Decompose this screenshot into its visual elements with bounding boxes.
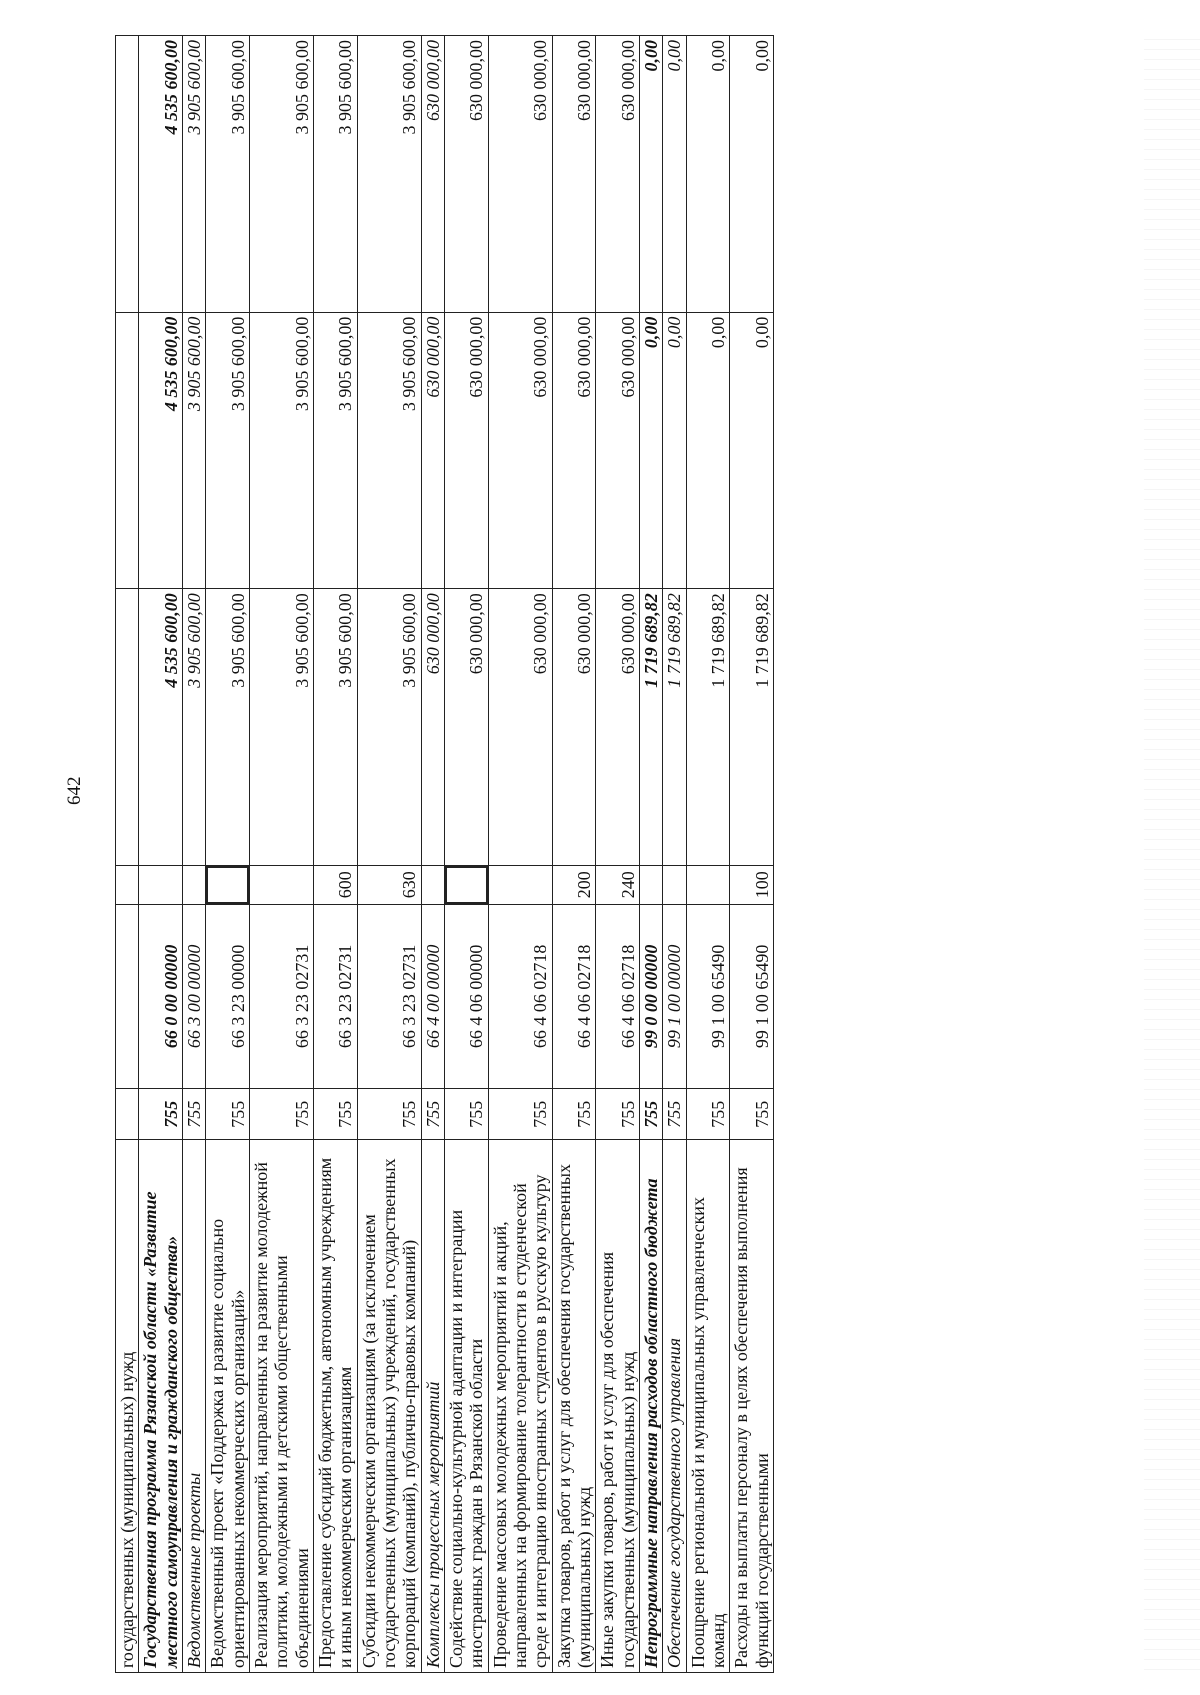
expense-type-cell: 100 — [730, 865, 774, 904]
table-row — [139, 36, 183, 1673]
ministry-code-cell: 755 — [182, 1089, 205, 1140]
expense-type-cell: 240 — [596, 865, 640, 904]
expense-type-cell — [116, 865, 139, 904]
ministry-code-cell: 755 — [139, 1089, 183, 1140]
target-article-cell: 66 3 23 02731 — [249, 904, 313, 1088]
amount-cell-2: 3 905 600,00 — [206, 312, 250, 589]
page-number: 642 — [64, 776, 85, 805]
table-row — [639, 36, 662, 1673]
expense-type-cell — [421, 865, 444, 904]
amount-cell-2: 3 905 600,00 — [249, 312, 313, 589]
amount-cell-1: 3 905 600,00 — [206, 589, 250, 866]
target-article-cell — [116, 904, 139, 1088]
amount-cell-3: 3 905 600,00 — [182, 36, 205, 313]
table-row — [116, 36, 139, 1673]
table-row — [663, 36, 686, 1673]
table-row — [730, 36, 774, 1673]
amount-cell-3: 0,00 — [686, 36, 730, 313]
amount-cell-3 — [116, 36, 139, 313]
ministry-code-cell: 755 — [357, 1089, 421, 1140]
amount-cell-3: 630 000,00 — [596, 36, 640, 313]
amount-cell-1: 3 905 600,00 — [357, 589, 421, 866]
expense-type-cell — [182, 865, 205, 904]
target-article-cell: 66 4 06 00000 — [444, 904, 488, 1088]
scan-edge-noise — [1144, 30, 1200, 1670]
amount-cell-2: 630 000,00 — [421, 312, 444, 589]
amount-cell-3: 3 905 600,00 — [249, 36, 313, 313]
expense-name-cell: Непрограммные направления расходов областного бюджета — [639, 1140, 662, 1673]
amount-cell-1: 4 535 600,00 — [139, 589, 183, 866]
table-row — [686, 36, 730, 1673]
target-article-cell: 66 0 00 00000 — [139, 904, 183, 1088]
ministry-code-cell: 755 — [313, 1089, 357, 1140]
table-row — [357, 36, 421, 1673]
target-article-cell: 66 4 06 02718 — [596, 904, 640, 1088]
expense-name-cell: Ведомственные проекты — [182, 1140, 205, 1673]
amount-cell-3: 3 905 600,00 — [357, 36, 421, 313]
target-article-cell: 66 4 06 02718 — [552, 904, 596, 1088]
expense-type-cell — [249, 865, 313, 904]
amount-cell-1: 3 905 600,00 — [249, 589, 313, 866]
expense-name-cell: государственных (муниципальных) нужд — [116, 1140, 139, 1673]
expense-type-cell — [686, 865, 730, 904]
target-article-cell: 66 4 00 00000 — [421, 904, 444, 1088]
amount-cell-2: 0,00 — [663, 312, 686, 589]
budget-table — [115, 35, 774, 1673]
amount-cell-2 — [116, 312, 139, 589]
expense-type-cell — [206, 865, 250, 904]
expense-name-cell: Иные закупки товаров, работ и услуг для обеспечения государственных (муниципальных) нужд — [596, 1140, 640, 1673]
ministry-code-cell: 755 — [596, 1089, 640, 1140]
amount-cell-2: 630 000,00 — [596, 312, 640, 589]
expense-name-cell: Содействие социально-культурной адаптации и интеграции иностранных граждан в Рязанской области — [444, 1140, 488, 1673]
amount-cell-1: 630 000,00 — [488, 589, 552, 866]
expense-type-cell: 600 — [313, 865, 357, 904]
amount-cell-1: 3 905 600,00 — [182, 589, 205, 866]
ministry-code-cell: 755 — [552, 1089, 596, 1140]
amount-cell-1: 630 000,00 — [596, 589, 640, 866]
amount-cell-3: 630 000,00 — [444, 36, 488, 313]
amount-cell-3: 630 000,00 — [552, 36, 596, 313]
ministry-code-cell: 755 — [444, 1089, 488, 1140]
budget-table-body — [116, 36, 774, 1673]
table-row — [182, 36, 205, 1673]
amount-cell-2: 4 535 600,00 — [139, 312, 183, 589]
expense-name-cell: Реализация мероприятий, направленных на развитие молодежной политики, молодежными и детскими общественными объединениями — [249, 1140, 313, 1673]
amount-cell-3: 3 905 600,00 — [206, 36, 250, 313]
amount-cell-3: 0,00 — [663, 36, 686, 313]
expense-name-cell: Субсидии некоммерческим организациям (за исключением государственных (муниципальных) учреждений, государственных корпораций (компаний), публично-правовых компаний) — [357, 1140, 421, 1673]
amount-cell-1: 1 719 689,82 — [663, 589, 686, 866]
target-article-cell: 66 3 23 02731 — [357, 904, 421, 1088]
target-article-cell: 66 4 06 02718 — [488, 904, 552, 1088]
amount-cell-1: 630 000,00 — [421, 589, 444, 866]
ministry-code-cell — [116, 1089, 139, 1140]
expense-name-cell: Предоставление субсидий бюджетным, автономным учреждениям и иным некоммерческим организациям — [313, 1140, 357, 1673]
amount-cell-2: 0,00 — [639, 312, 662, 589]
amount-cell-2: 3 905 600,00 — [357, 312, 421, 589]
amount-cell-3: 0,00 — [639, 36, 662, 313]
expense-name-cell: Поощрение региональной и муниципальных управленческих команд — [686, 1140, 730, 1673]
amount-cell-1: 1 719 689,82 — [639, 589, 662, 866]
ministry-code-cell: 755 — [249, 1089, 313, 1140]
table-row — [206, 36, 250, 1673]
amount-cell-1 — [116, 589, 139, 866]
table-row — [488, 36, 552, 1673]
amount-cell-3: 630 000,00 — [421, 36, 444, 313]
expense-name-cell: Расходы на выплаты персоналу в целях обеспечения выполнения функций государственными — [730, 1140, 774, 1673]
ministry-code-cell: 755 — [639, 1089, 662, 1140]
table-row — [596, 36, 640, 1673]
amount-cell-3: 0,00 — [730, 36, 774, 313]
amount-cell-2: 0,00 — [730, 312, 774, 589]
amount-cell-2: 0,00 — [686, 312, 730, 589]
expense-type-cell — [663, 865, 686, 904]
expense-name-cell: Проведение массовых молодежных мероприятий и акций, направленных на формирование толерантности в студенческой среде и интеграцию иностранных студентов в русскую культуру — [488, 1140, 552, 1673]
expense-type-cell — [639, 865, 662, 904]
expense-name-cell: Государственная программа Рязанской области «Развитие местного самоуправления и гражданского общества» — [139, 1140, 183, 1673]
amount-cell-3: 630 000,00 — [488, 36, 552, 313]
amount-cell-1: 1 719 689,82 — [686, 589, 730, 866]
ministry-code-cell: 755 — [488, 1089, 552, 1140]
target-article-cell: 66 3 23 02731 — [313, 904, 357, 1088]
table-row — [444, 36, 488, 1673]
ministry-code-cell: 755 — [663, 1089, 686, 1140]
table-row — [249, 36, 313, 1673]
amount-cell-2: 630 000,00 — [444, 312, 488, 589]
expense-name-cell: Закупка товаров, работ и услуг для обеспечения государственных (муниципальных) нужд — [552, 1140, 596, 1673]
expense-name-cell: Обеспечение государственного управления — [663, 1140, 686, 1673]
amount-cell-1: 630 000,00 — [444, 589, 488, 866]
ministry-code-cell: 755 — [686, 1089, 730, 1140]
ministry-code-cell: 755 — [730, 1089, 774, 1140]
target-article-cell: 99 1 00 65490 — [730, 904, 774, 1088]
amount-cell-2: 3 905 600,00 — [313, 312, 357, 589]
table-row — [552, 36, 596, 1673]
target-article-cell: 99 0 00 00000 — [639, 904, 662, 1088]
amount-cell-3: 3 905 600,00 — [313, 36, 357, 313]
amount-cell-3: 4 535 600,00 — [139, 36, 183, 313]
ministry-code-cell: 755 — [206, 1089, 250, 1140]
expense-type-cell — [139, 865, 183, 904]
expense-type-cell — [444, 865, 488, 904]
ministry-code-cell: 755 — [421, 1089, 444, 1140]
expense-type-cell: 200 — [552, 865, 596, 904]
table-row — [313, 36, 357, 1673]
target-article-cell: 99 1 00 00000 — [663, 904, 686, 1088]
amount-cell-1: 3 905 600,00 — [313, 589, 357, 866]
amount-cell-2: 3 905 600,00 — [182, 312, 205, 589]
amount-cell-1: 630 000,00 — [552, 589, 596, 866]
expense-name-cell: Ведомственный проект «Поддержка и развитие социально ориентированных некоммерческих организаций» — [206, 1140, 250, 1673]
target-article-cell: 66 3 23 00000 — [206, 904, 250, 1088]
expense-type-cell: 630 — [357, 865, 421, 904]
expense-type-cell — [488, 865, 552, 904]
expense-name-cell: Комплексы процессных мероприятий — [421, 1140, 444, 1673]
amount-cell-2: 630 000,00 — [552, 312, 596, 589]
rotated-table-wrapper — [115, 35, 774, 1673]
amount-cell-2: 630 000,00 — [488, 312, 552, 589]
target-article-cell: 99 1 00 65490 — [686, 904, 730, 1088]
table-row — [421, 36, 444, 1673]
amount-cell-1: 1 719 689,82 — [730, 589, 774, 866]
target-article-cell: 66 3 00 00000 — [182, 904, 205, 1088]
